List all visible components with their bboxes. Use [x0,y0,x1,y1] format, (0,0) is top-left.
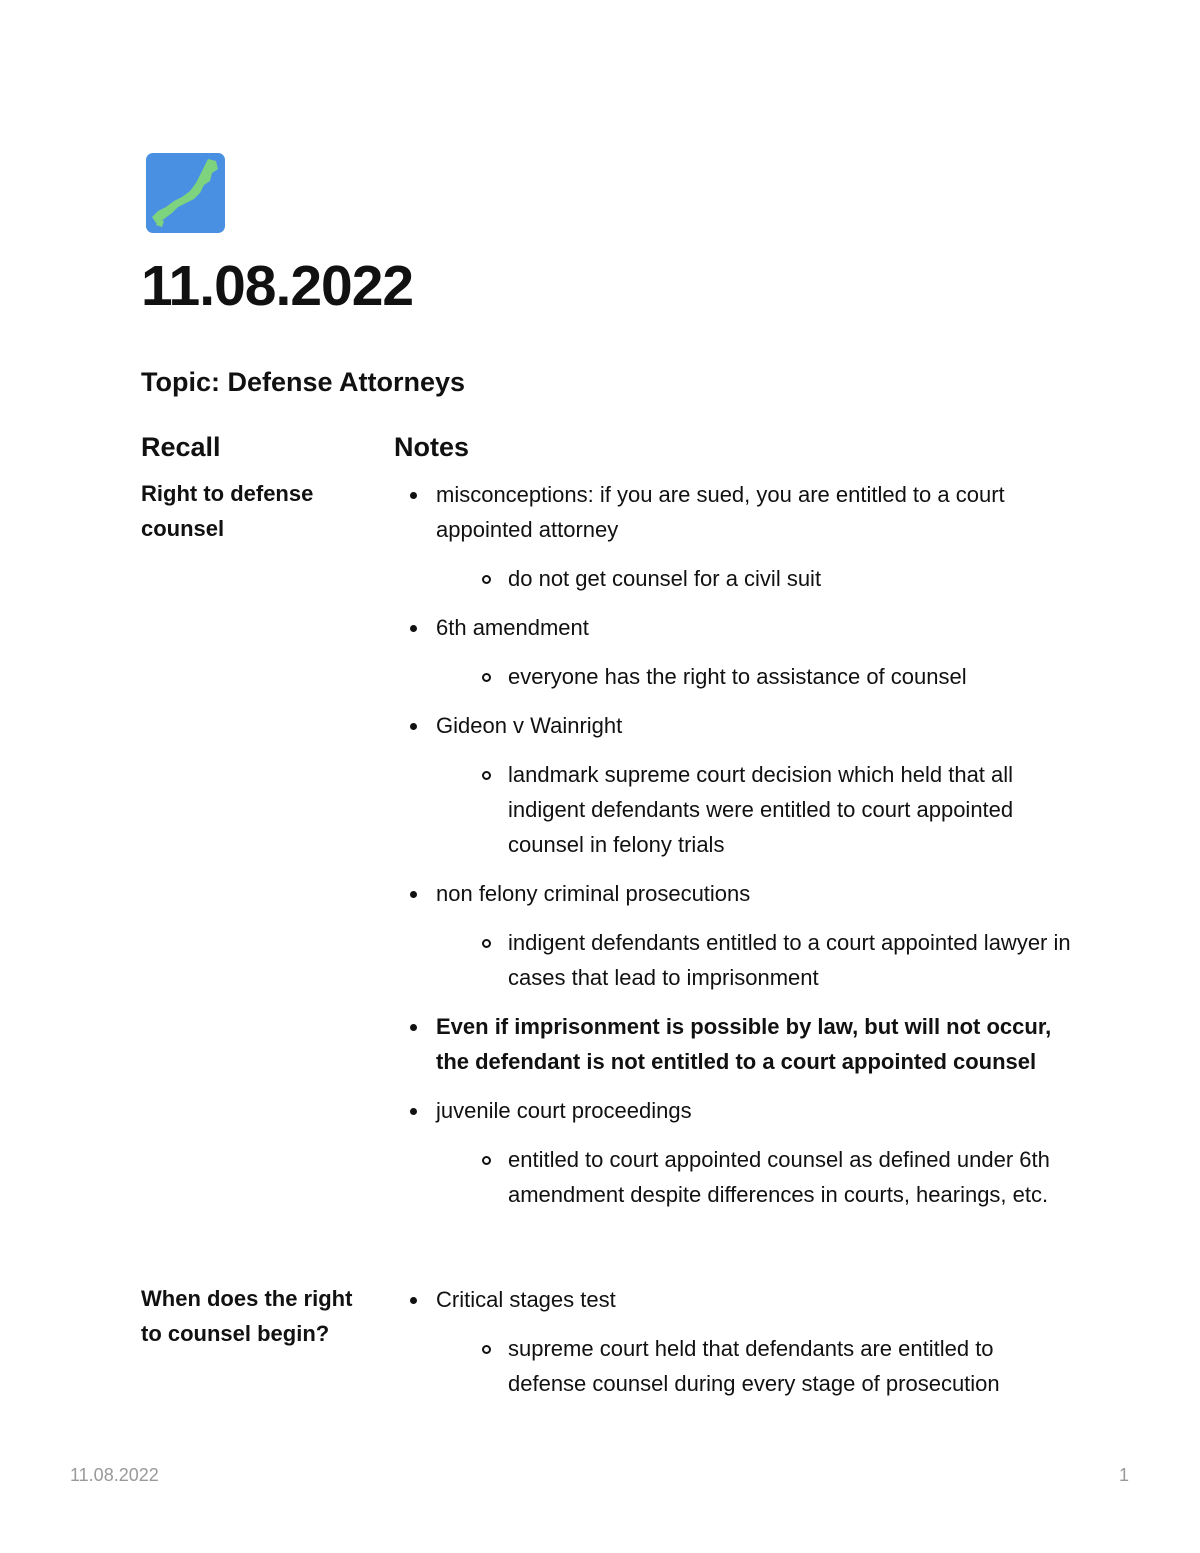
sub-note-item: everyone has the right to assistance of counsel [478,659,1071,694]
note-item: misconceptions: if you are sued, you are entitled to a court appointed attorney do not get counsel for a civil suit [406,477,1071,596]
sub-note-item: do not get counsel for a civil suit [478,561,1071,596]
sub-note-item: indigent defendants entitled to a court appointed lawyer in cases that lead to imprisonment [478,925,1071,995]
japan-map-icon [146,153,225,233]
note-item: Critical stages test supreme court held that defendants are entitled to defense counsel during every stage of prosecution [406,1282,1071,1401]
note-item: Gideon v Wainright landmark supreme court decision which held that all indigent defendants were entitled to court appointed counsel in felony trials [406,708,1071,862]
sub-note-item: landmark supreme court decision which held that all indigent defendants were entitled to court appointed counsel in felony trials [478,757,1071,862]
note-item: juvenile court proceedings entitled to court appointed counsel as defined under 6th amendment despite differences in courts, hearings, etc. [406,1093,1071,1212]
notes-list [406,1282,1071,1415]
footer-date: 11.08.2022 [70,1465,159,1485]
page-title: 11.08.2022 [141,254,414,318]
sub-note-item: supreme court held that defendants are entitled to defense counsel during every stage of prosecution [478,1331,1071,1401]
note-item: 6th amendment everyone has the right to assistance of counsel [406,610,1071,694]
recall-heading: Recall [141,432,221,462]
topic-heading: Topic: Defense Attorneys [141,367,466,397]
page-number: 1 [1118,1465,1129,1485]
recall-question: Right to defense counsel [141,481,314,541]
note-item-emphasis: Even if imprisonment is possible by law, but will not occur, the defendant is not entitled to a court appointed counsel [406,1009,1071,1079]
sub-note-item: entitled to court appointed counsel as defined under 6th amendment despite differences in courts, hearings, etc. [478,1142,1071,1212]
notes-heading: Notes [394,432,470,462]
note-item: non felony criminal prosecutions indigent defendants entitled to a court appointed lawyer in cases that lead to imprisonment [406,876,1071,995]
recall-question: When does the right to counsel begin? [141,1286,353,1346]
notes-list [406,477,1071,1226]
